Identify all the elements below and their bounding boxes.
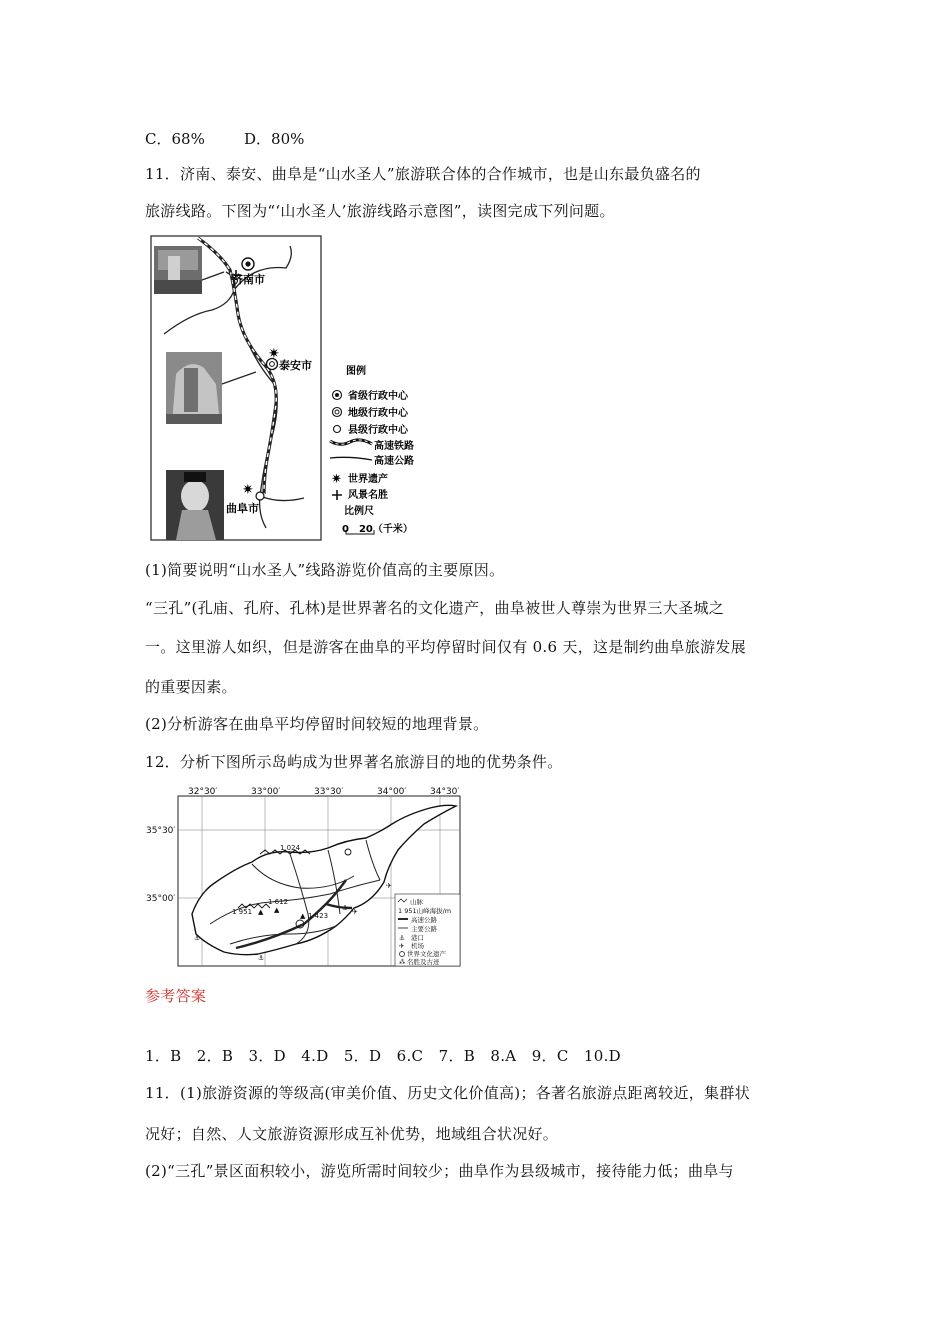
svg-text:⁂: ⁂ xyxy=(399,958,406,966)
photo-taishan xyxy=(166,352,222,424)
photo-jinan xyxy=(154,246,202,294)
legend-railway: 高速铁路 xyxy=(374,441,414,452)
legend-highway: 高速公路 xyxy=(374,456,414,467)
answers-mc: 1．B 2．B 3．D 4.D 5．D 6.C 7．B 8.A 9．C 10.D xyxy=(145,1047,622,1065)
svg-text:✈: ✈ xyxy=(399,942,405,950)
q12-text: 12．分析下图所示岛屿成为世界著名旅游目的地的优势条件。 xyxy=(145,753,563,771)
legend-scenic: 风景名胜 xyxy=(348,490,388,501)
lon-label-1: 32°30′ xyxy=(188,787,218,797)
peak-1951: 1 951 xyxy=(232,908,253,916)
island-legend-peak: 1 951山峰海拔/m xyxy=(398,907,452,915)
peak-1423: 1 423 xyxy=(308,912,329,920)
option-d: D．80% xyxy=(244,130,305,148)
answers-heading: 参考答案 xyxy=(145,987,207,1005)
lon-label-3: 33°30′ xyxy=(314,787,344,797)
q11-sub2: (2)分析游客在曲阜平均停留时间较短的地理背景。 xyxy=(145,715,489,733)
island-legend-highway: 高速公路 xyxy=(411,916,437,924)
lon-label-5: 34°30′ xyxy=(430,787,460,797)
lat-label-1: 35°30′ xyxy=(146,826,176,836)
island-legend-sites: 名胜及古迹 xyxy=(407,958,440,966)
island-legend-heritage: 世界文化遗产 xyxy=(407,950,446,958)
svg-text:▲: ▲ xyxy=(274,906,280,914)
city-qufu: 曲阜市 xyxy=(226,502,259,515)
legend-heritage: 世界遗产 xyxy=(348,474,388,485)
photo-confucius xyxy=(166,470,224,540)
answer-11-line2: 况好；自然、人文旅游资源形成互补优势，地域组合状况好。 xyxy=(145,1125,559,1143)
city-taian: 泰安市 xyxy=(279,359,312,372)
legend-provincial: 省级行政中心 xyxy=(348,391,408,402)
scale-title: 比例尺 xyxy=(344,506,374,517)
option-c: C．68% xyxy=(145,130,205,148)
svg-text:⚓: ⚓ xyxy=(258,954,265,962)
scale-label: 0 20（千米） xyxy=(342,524,413,535)
svg-text:✈: ✈ xyxy=(386,882,392,890)
answer-11-line3: (2)“三孔”景区面积较小，游览所需时间较少；曲阜作为县级城市，接待能力低；曲阜与 xyxy=(145,1162,734,1180)
island-map xyxy=(140,784,470,968)
heritage-symbol-taian: ✷ xyxy=(268,346,280,362)
svg-text:⚓: ⚓ xyxy=(194,934,201,942)
svg-text:✷: ✷ xyxy=(331,472,342,487)
peak-1612: 1 612 xyxy=(268,898,289,906)
legend-county: 县级行政中心 xyxy=(348,425,408,436)
q11-sub1: (1)简要说明“山水圣人”线路游览价值高的主要原因。 xyxy=(145,561,505,579)
q11-line2: 旅游线路。下图为“‘山水圣人’旅游线路示意图”，读图完成下列问题。 xyxy=(145,202,615,220)
legend-prefecture: 地级行政中心 xyxy=(348,408,408,419)
island-legend-mountain: 山脉 xyxy=(410,898,423,906)
lon-label-4: 34°00′ xyxy=(377,787,407,797)
legend-title: 图例 xyxy=(346,366,366,377)
qufu-symbol xyxy=(256,492,264,500)
q11-para1: “三孔”(孔庙、孔府、孔林)是世界著名的文化遗产，曲阜被世人尊崇为世界三大圣城之 xyxy=(145,599,725,617)
q11-para2: 一。这里游人如织，但是游客在曲阜的平均停留时间仅有 0.6 天，这是制约曲阜旅游发展 xyxy=(145,638,746,656)
svg-text:✈: ✈ xyxy=(352,908,358,916)
q11-line1: 11．济南、泰安、曲阜是“山水圣人”旅游联合体的合作城市，也是山东最负盛名的 xyxy=(145,165,701,183)
island-legend-road: 主要公路 xyxy=(411,925,437,933)
peak-1024: 1 024 xyxy=(280,844,301,852)
q11-para3: 的重要因素。 xyxy=(145,678,237,696)
svg-text:▲: ▲ xyxy=(258,908,264,916)
lon-label-2: 33°00′ xyxy=(251,787,281,797)
island-legend-airport: 机场 xyxy=(411,942,424,950)
svg-text:⚓: ⚓ xyxy=(399,934,405,942)
island-legend-port: 港口 xyxy=(411,934,424,942)
svg-text:⚓: ⚓ xyxy=(342,904,349,912)
answer-11-line1: 11．(1)旅游资源的等级高(审美价值、历史文化价值高)；各著名旅游点距离较近，集群状 xyxy=(145,1084,750,1102)
city-jinan: 济南市 xyxy=(232,273,265,286)
lat-label-2: 35°00′ xyxy=(146,894,176,904)
heritage-symbol-qufu: ✷ xyxy=(242,482,254,498)
route-map xyxy=(150,234,430,544)
svg-text:▲: ▲ xyxy=(300,912,306,920)
